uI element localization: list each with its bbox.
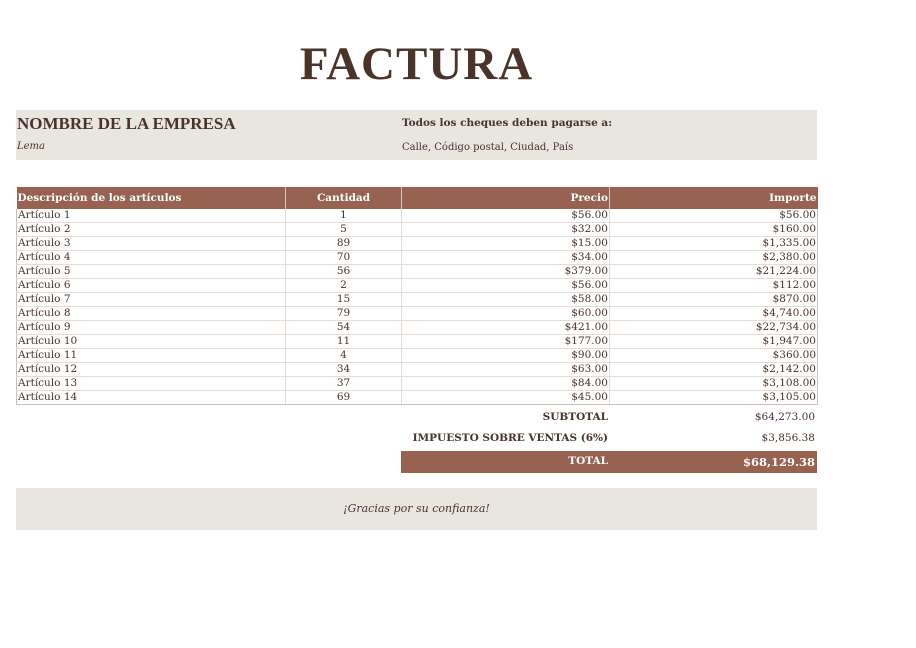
cell-description[interactable]: Artículo 5 xyxy=(17,265,286,279)
total-label: TOTAL xyxy=(568,455,608,467)
cell-quantity[interactable]: 70 xyxy=(286,251,402,265)
cell-quantity[interactable]: 56 xyxy=(286,265,402,279)
header-price[interactable]: Precio xyxy=(402,187,610,209)
total-row xyxy=(401,451,817,473)
cell-price[interactable]: $177.00 xyxy=(402,335,610,349)
cell-amount[interactable]: $4,740.00 xyxy=(610,307,818,321)
cell-description[interactable]: Artículo 4 xyxy=(17,251,286,265)
items-table xyxy=(16,187,818,405)
company-header-panel xyxy=(16,110,817,160)
table-row xyxy=(17,293,818,307)
cell-description[interactable]: Artículo 6 xyxy=(17,279,286,293)
cell-description[interactable]: Artículo 3 xyxy=(17,237,286,251)
cell-quantity[interactable]: 11 xyxy=(286,335,402,349)
cell-description[interactable]: Artículo 12 xyxy=(17,363,286,377)
thanks-panel xyxy=(16,488,817,530)
table-row xyxy=(17,321,818,335)
cell-price[interactable]: $45.00 xyxy=(402,391,610,405)
cell-quantity[interactable]: 1 xyxy=(286,209,402,223)
cell-amount[interactable]: $1,335.00 xyxy=(610,237,818,251)
table-row xyxy=(17,237,818,251)
cell-description[interactable]: Artículo 13 xyxy=(17,377,286,391)
cell-price[interactable]: $32.00 xyxy=(402,223,610,237)
cell-quantity[interactable]: 5 xyxy=(286,223,402,237)
cell-price[interactable]: $58.00 xyxy=(402,293,610,307)
cell-amount[interactable]: $56.00 xyxy=(610,209,818,223)
company-motto[interactable]: Lema xyxy=(17,141,46,152)
table-row xyxy=(17,377,818,391)
cell-price[interactable]: $379.00 xyxy=(402,265,610,279)
table-row xyxy=(17,209,818,223)
tax-value[interactable]: $3,856.38 xyxy=(761,432,815,444)
cell-amount[interactable]: $22,734.00 xyxy=(610,321,818,335)
cell-amount[interactable]: $2,142.00 xyxy=(610,363,818,377)
header-amount[interactable]: Importe xyxy=(610,187,818,209)
invoice-title: FACTURA xyxy=(299,38,534,90)
total-value[interactable]: $68,129.38 xyxy=(742,455,815,469)
cell-description[interactable]: Artículo 7 xyxy=(17,293,286,307)
cell-quantity[interactable]: 2 xyxy=(286,279,402,293)
cell-amount[interactable]: $3,105.00 xyxy=(610,391,818,405)
cell-price[interactable]: $90.00 xyxy=(402,349,610,363)
items-table-header xyxy=(17,187,818,209)
cell-amount[interactable]: $870.00 xyxy=(610,293,818,307)
cell-price[interactable]: $56.00 xyxy=(402,209,610,223)
subtotal-value[interactable]: $64,273.00 xyxy=(754,411,815,423)
table-row xyxy=(17,391,818,405)
cell-price[interactable]: $15.00 xyxy=(402,237,610,251)
tax-row xyxy=(401,428,817,449)
cell-quantity[interactable]: 89 xyxy=(286,237,402,251)
cell-quantity[interactable]: 4 xyxy=(286,349,402,363)
cell-description[interactable]: Artículo 1 xyxy=(17,209,286,223)
thanks-message[interactable]: ¡Gracias por su confianza! xyxy=(343,502,490,515)
cell-price[interactable]: $421.00 xyxy=(402,321,610,335)
table-row xyxy=(17,335,818,349)
cell-amount[interactable]: $3,108.00 xyxy=(610,377,818,391)
cell-price[interactable]: $34.00 xyxy=(402,251,610,265)
cell-description[interactable]: Artículo 14 xyxy=(17,391,286,405)
cell-amount[interactable]: $1,947.00 xyxy=(610,335,818,349)
company-name[interactable]: NOMBRE DE LA EMPRESA xyxy=(17,114,236,133)
cell-amount[interactable]: $360.00 xyxy=(610,349,818,363)
table-row xyxy=(17,265,818,279)
cell-quantity[interactable]: 69 xyxy=(286,391,402,405)
cell-amount[interactable]: $2,380.00 xyxy=(610,251,818,265)
table-row xyxy=(17,251,818,265)
cell-quantity[interactable]: 37 xyxy=(286,377,402,391)
payto-address[interactable]: Calle, Código postal, Ciudad, País xyxy=(402,142,574,153)
cell-amount[interactable]: $21,224.00 xyxy=(610,265,818,279)
cell-description[interactable]: Artículo 9 xyxy=(17,321,286,335)
subtotal-label: SUBTOTAL xyxy=(542,411,608,423)
cell-description[interactable]: Artículo 11 xyxy=(17,349,286,363)
cell-description[interactable]: Artículo 8 xyxy=(17,307,286,321)
cell-quantity[interactable]: 79 xyxy=(286,307,402,321)
cell-price[interactable]: $60.00 xyxy=(402,307,610,321)
cell-price[interactable]: $63.00 xyxy=(402,363,610,377)
cell-amount[interactable]: $160.00 xyxy=(610,223,818,237)
header-description[interactable]: Descripción de los artículos xyxy=(17,187,286,209)
cell-quantity[interactable]: 54 xyxy=(286,321,402,335)
table-row xyxy=(17,223,818,237)
subtotal-row xyxy=(401,407,817,428)
cell-price[interactable]: $84.00 xyxy=(402,377,610,391)
header-quantity[interactable]: Cantidad xyxy=(286,187,402,209)
table-row xyxy=(17,363,818,377)
cell-quantity[interactable]: 34 xyxy=(286,363,402,377)
cell-description[interactable]: Artículo 10 xyxy=(17,335,286,349)
cell-quantity[interactable]: 15 xyxy=(286,293,402,307)
cell-price[interactable]: $56.00 xyxy=(402,279,610,293)
table-row xyxy=(17,307,818,321)
cell-amount[interactable]: $112.00 xyxy=(610,279,818,293)
payto-label[interactable]: Todos los cheques deben pagarse a: xyxy=(402,117,613,129)
tax-label: IMPUESTO SOBRE VENTAS (6%) xyxy=(412,432,608,444)
table-row xyxy=(17,349,818,363)
cell-description[interactable]: Artículo 2 xyxy=(17,223,286,237)
table-row xyxy=(17,279,818,293)
